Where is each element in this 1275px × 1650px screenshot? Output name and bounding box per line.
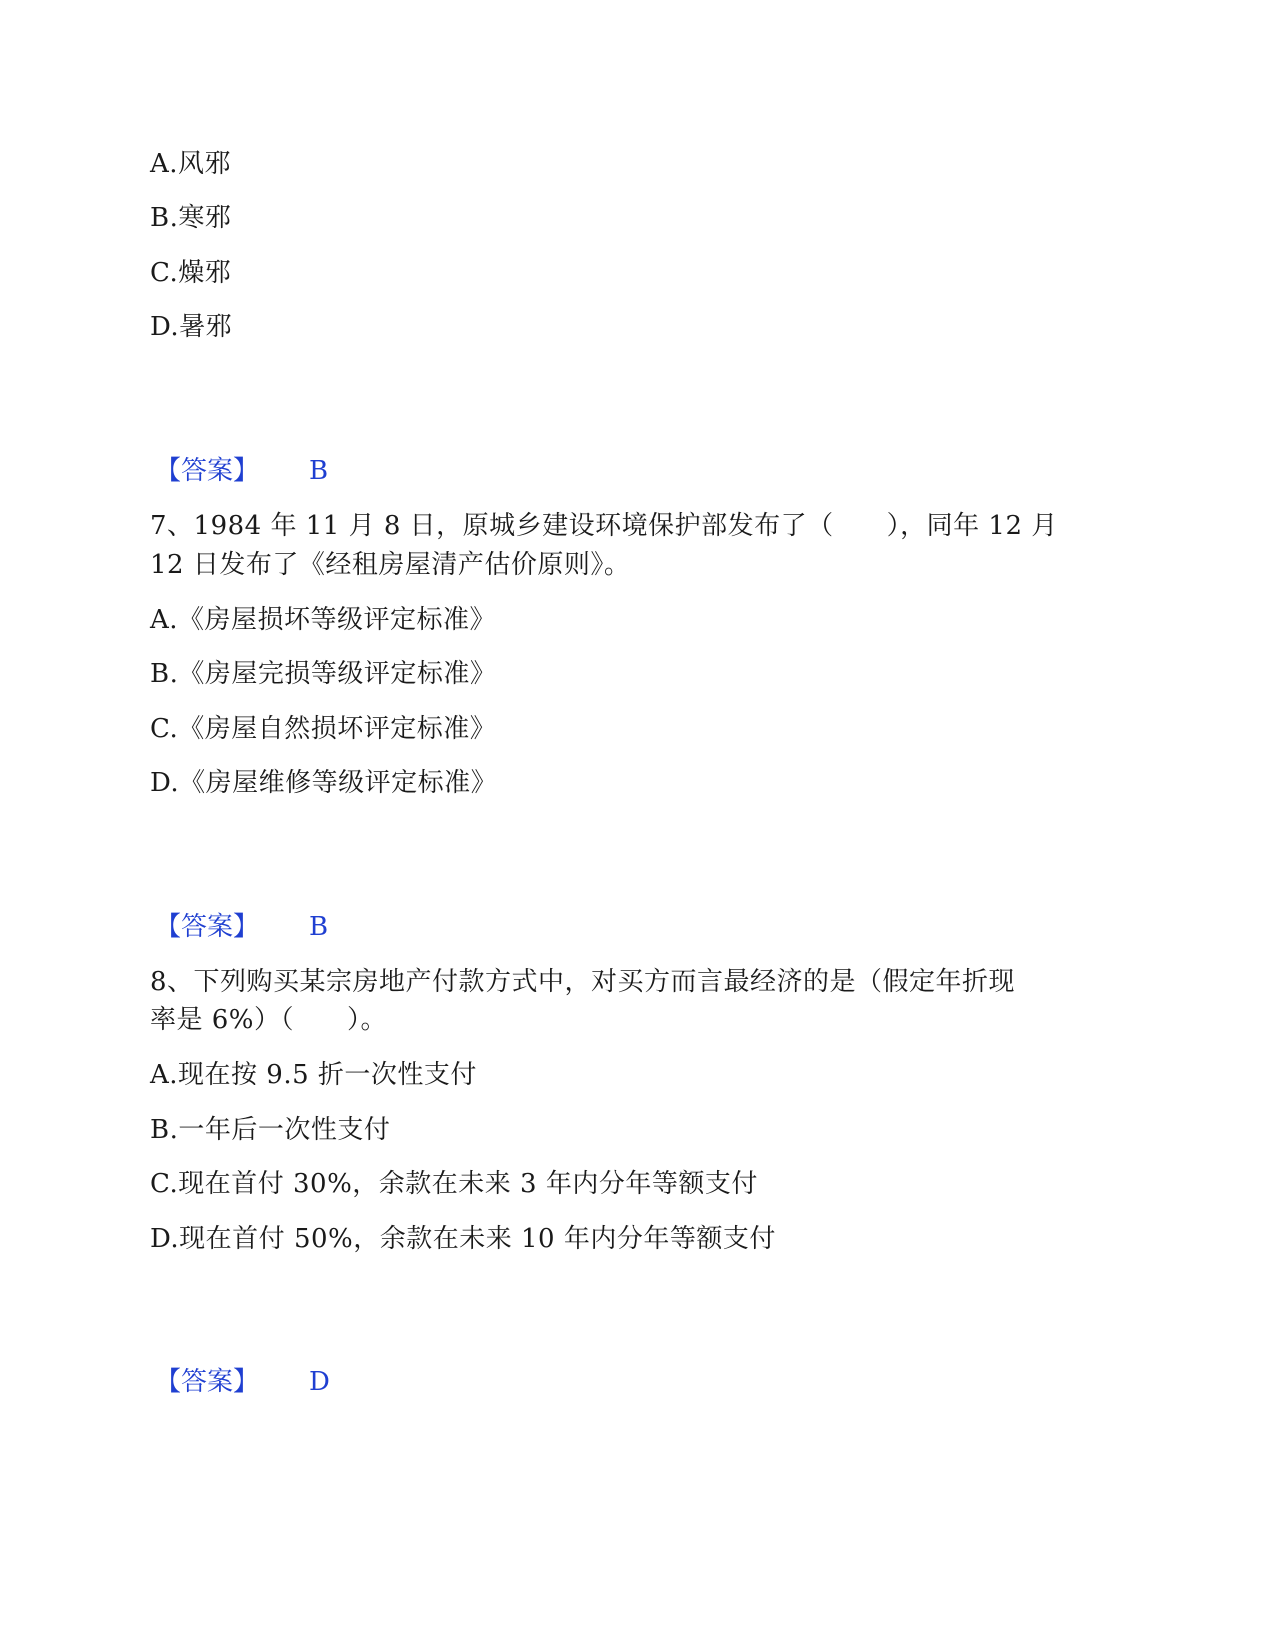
q7-answer-value: B <box>309 912 329 942</box>
q6-answer-label: 【答案】 <box>155 456 260 486</box>
q8-option-c: C.现在首付 30%，余款在未来 3 年内分年等额支付 <box>150 1169 758 1199</box>
q6-answer <box>155 454 328 488</box>
q6-answer-value: B <box>309 456 329 486</box>
q8-option-d: D.现在首付 50%，余款在未来 10 年内分年等额支付 <box>150 1224 776 1254</box>
q7-option-c: C.《房屋自然损坏评定标准》 <box>150 714 497 744</box>
q8-option-a: A.现在按 9.5 折一次性支付 <box>150 1060 477 1090</box>
q8-question-line2: 率是 6%）（ ）。 <box>150 1005 388 1035</box>
q6-option-d: D.暑邪 <box>150 312 233 342</box>
q8-answer <box>155 1365 330 1399</box>
q6-option-b: B.寒邪 <box>150 203 232 233</box>
q7-option-a: A.《房屋损坏等级评定标准》 <box>150 605 497 635</box>
q7-answer <box>155 910 328 944</box>
q7-answer-label: 【答案】 <box>155 912 260 942</box>
q8-answer-value: D <box>309 1367 330 1397</box>
q8-question-line1: 8、下列购买某宗房地产付款方式中，对买方而言最经济的是（假定年折现 <box>150 967 1016 997</box>
q7-option-d: D.《房屋维修等级评定标准》 <box>150 768 498 798</box>
q7-question-line1: 7、1984 年 11 月 8 日，原城乡建设环境保护部发布了（ ），同年 12 月 <box>150 511 1058 541</box>
q7-question-line2: 12 日发布了《经租房屋清产估价原则》。 <box>150 550 631 580</box>
q8-option-b: B.一年后一次性支付 <box>150 1115 391 1145</box>
q6-option-a: A.风邪 <box>150 149 232 179</box>
q6-option-c: C.燥邪 <box>150 258 232 288</box>
q7-option-b: B.《房屋完损等级评定标准》 <box>150 659 497 689</box>
q8-answer-label: 【答案】 <box>155 1367 260 1397</box>
